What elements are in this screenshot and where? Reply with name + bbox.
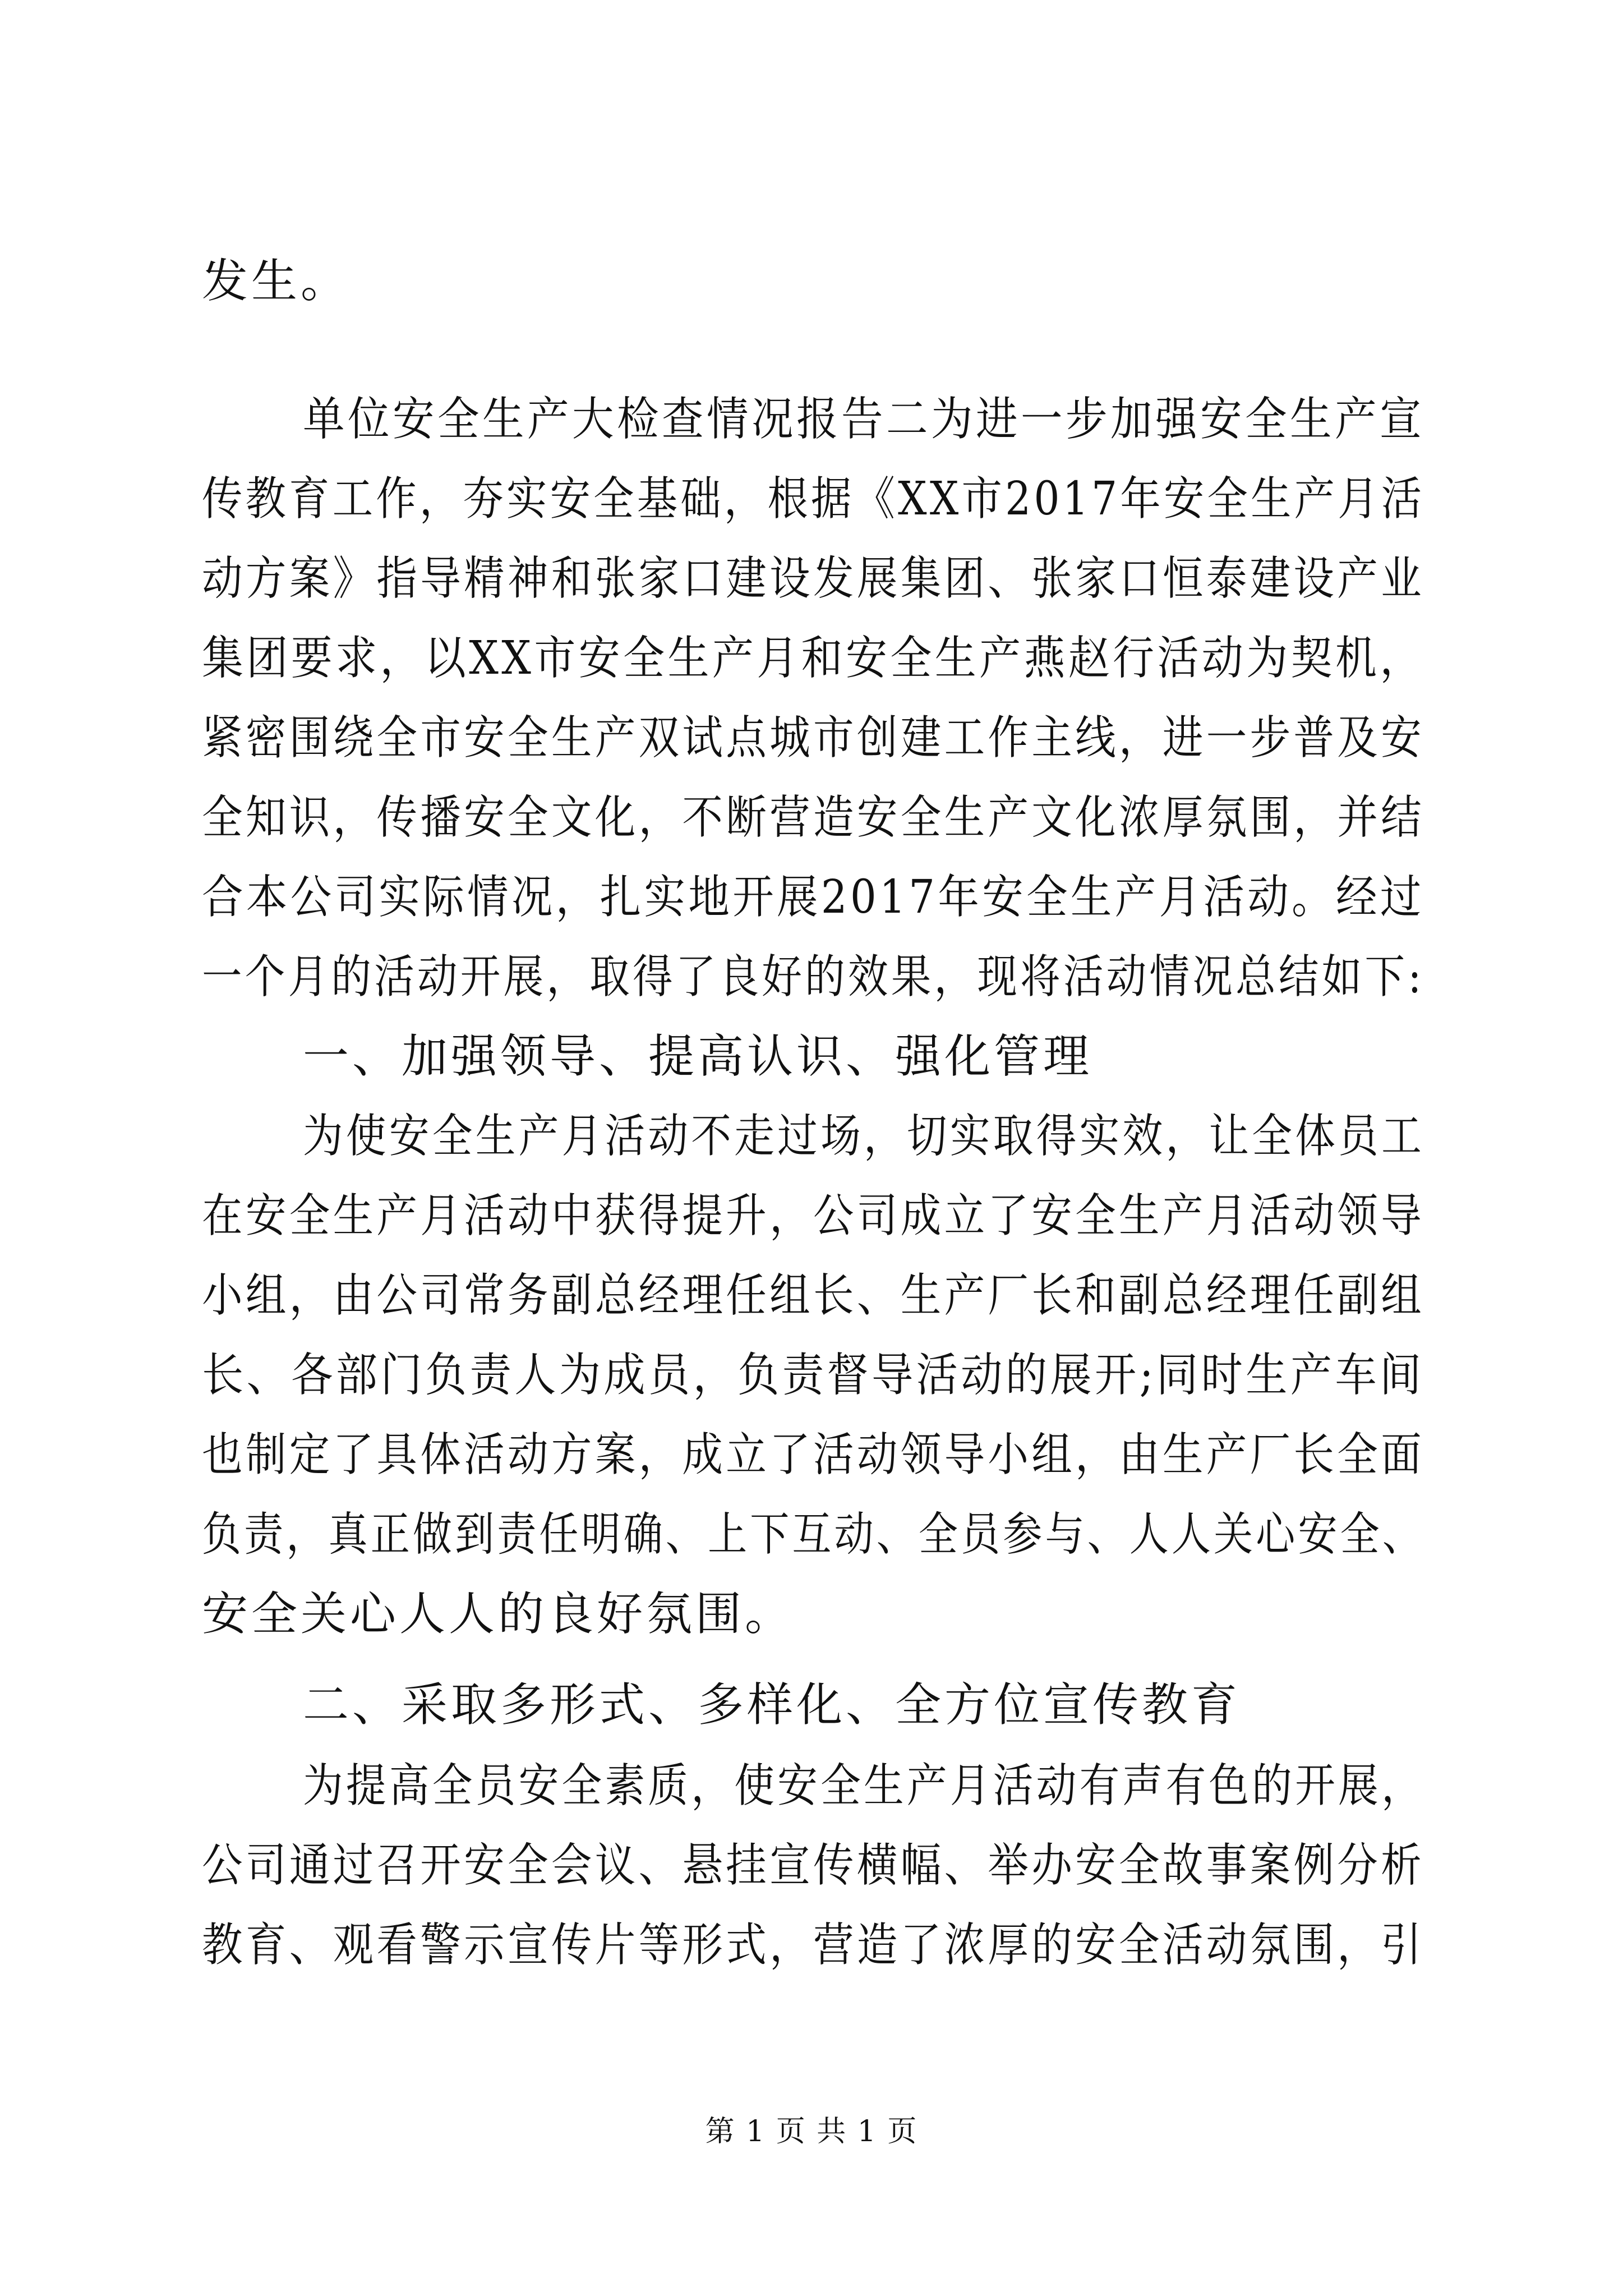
text-line: 公司通过召开安全会议、悬挂宣传横幅、举办安全故事案例分析 (202, 1839, 1425, 1892)
text-line: 在安全生产月活动中获得提升，公司成立了安全生产月活动领导 (202, 1189, 1425, 1243)
text-line: 紧密围绕全市安全生产双试点城市创建工作主线，进一步普及安 (202, 711, 1425, 765)
text-line: 安全关心人人的良好氛围。 (202, 1588, 795, 1641)
text-line: 小组，由公司常务副总经理任组长、生产厂长和副总经理任副组 (202, 1269, 1425, 1322)
section-heading: 二、采取多形式、多样化、全方位宣传教育 (303, 1678, 1241, 1732)
text-line: 负责，真正做到责任明确、上下互动、全员参与、人人关心安全、 (202, 1508, 1425, 1561)
text-line: 长、各部门负责人为成员，负责督导活动的展开;同时生产车间 (202, 1349, 1424, 1402)
page-footer: 第 1 页 共 1 页 (705, 2115, 918, 2148)
text-line: 动方案》指导精神和张家口建设发展集团、张家口恒泰建设产业 (202, 552, 1425, 605)
text-line: 合本公司实际情况，扎实地开展2017年安全生产月活动。经过 (202, 871, 1424, 924)
text-line: 教育、观看警示宣传片等形式，营造了浓厚的安全活动氛围，引 (202, 1918, 1425, 1972)
text-line: 全知识，传播安全文化，不断营造安全生产文化浓厚氛围，并结 (202, 791, 1425, 844)
section-heading: 一、加强领导、提高认识、强化管理 (303, 1030, 1093, 1083)
text-line: 发生。 (202, 255, 351, 308)
paragraph-first-line: 为提高全员安全素质，使安全生产月活动有声有色的开展， (303, 1759, 1425, 1812)
text-line: 传教育工作，夯实安全基础，根据《XX市2017年安全生产月活 (202, 472, 1425, 526)
text-line: 集团要求，以XX市安全生产月和安全生产燕赵行活动为契机， (202, 632, 1424, 685)
paragraph-first-line: 单位安全生产大检查情况报告二为进一步加强安全生产宣 (303, 393, 1425, 446)
paragraph-first-line: 为使安全生产月活动不走过场，切实取得实效，让全体员工 (303, 1110, 1425, 1163)
text-line: 一个月的活动开展，取得了良好的效果，现将活动情况总结如下: (202, 950, 1424, 1004)
text-line: 也制定了具体活动方案，成立了活动领导小组，由生产厂长全面 (202, 1428, 1425, 1481)
